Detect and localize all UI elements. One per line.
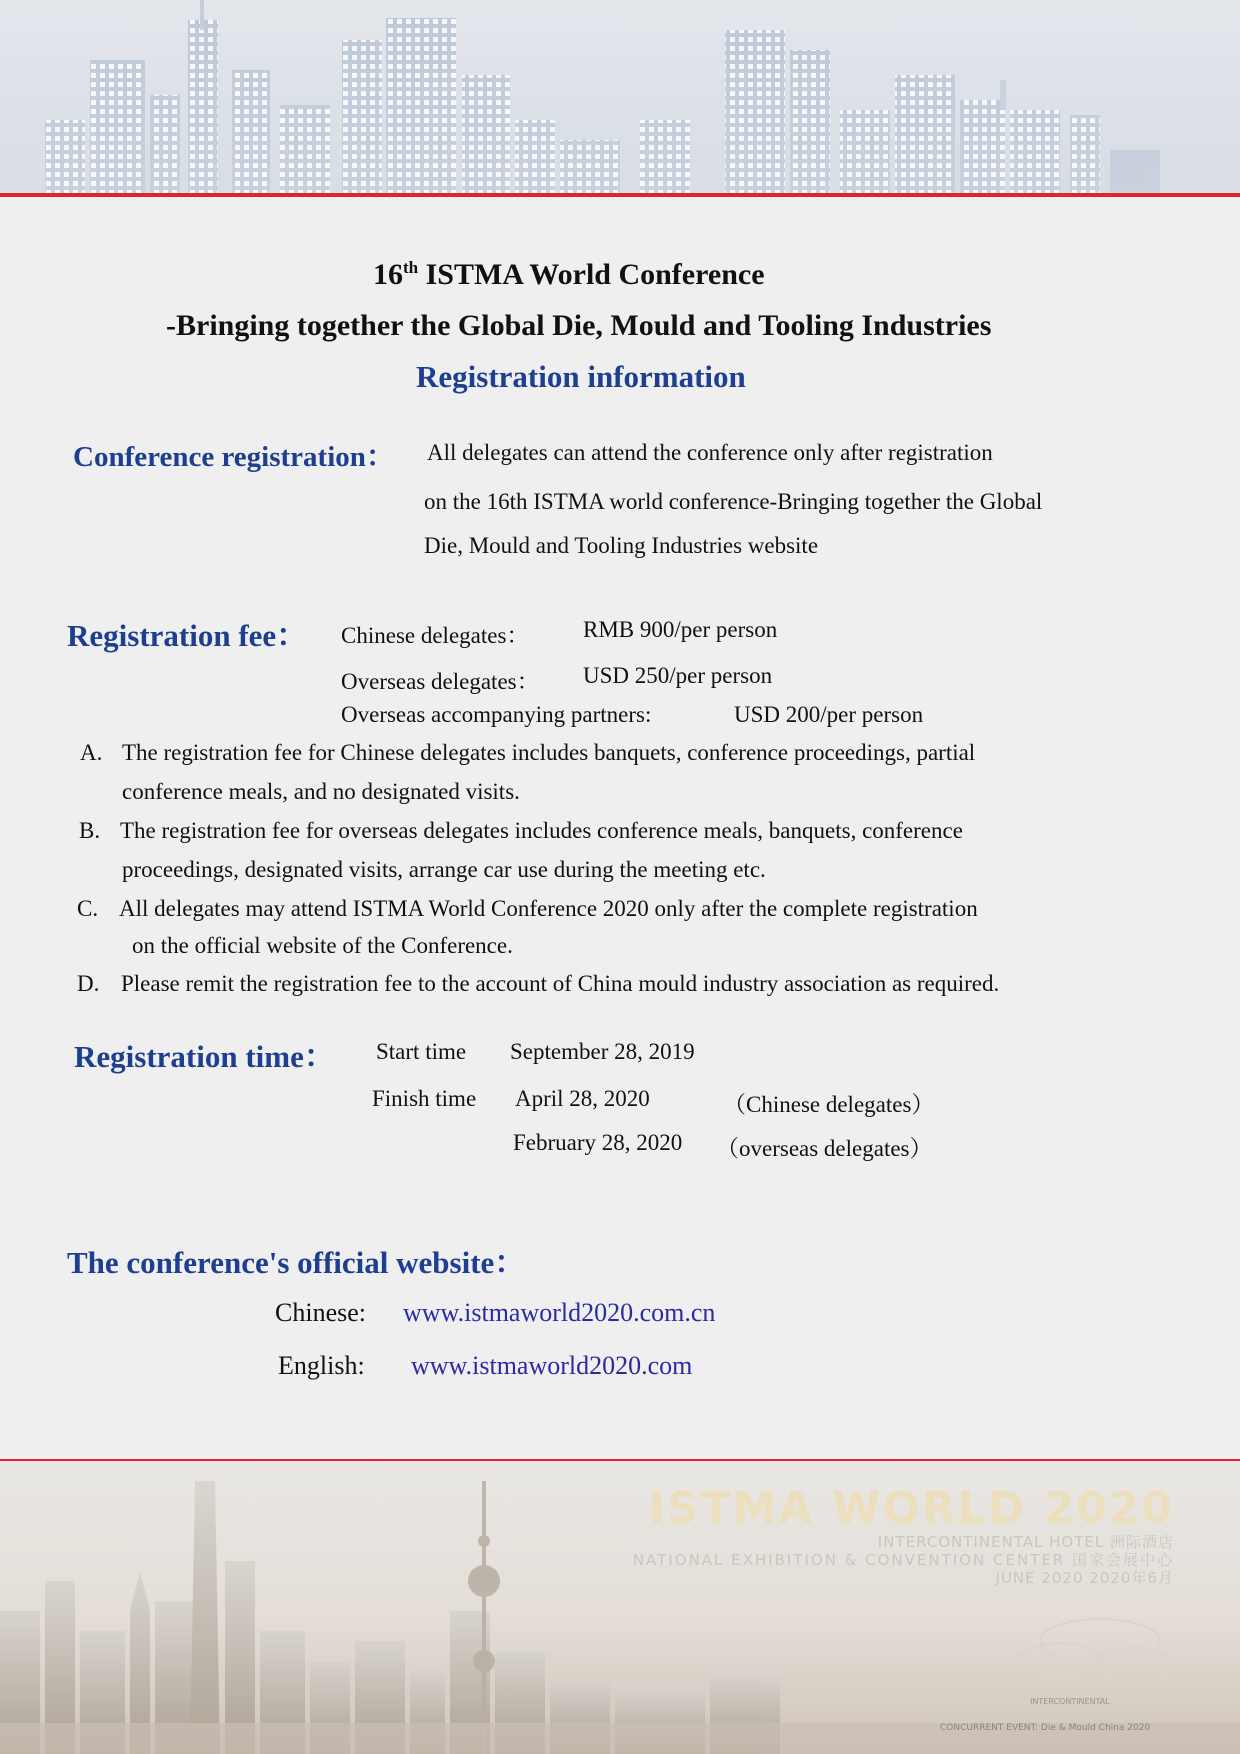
fee-label-chinese: Chinese delegates： <box>341 623 530 648</box>
note-b-line-1: The registration fee for overseas delegates includes conference meals, banquets, conference <box>120 818 963 843</box>
note-a-line-1: The registration fee for Chinese delegates includes banquets, conference proceedings, partial <box>122 740 976 765</box>
fee-value-overseas: USD 250/per person <box>583 663 773 688</box>
website-heading: The conference's official website： <box>67 1245 526 1280</box>
note-b-line-2: proceedings, designated visits, arrange car use during the meeting etc. <box>122 857 766 882</box>
header-divider <box>0 193 1240 197</box>
finish-time-chinese-note: （Chinese delegates） <box>723 1092 935 1117</box>
note-b-marker: B. <box>79 818 101 843</box>
fee-value-partners: USD 200/per person <box>734 702 924 727</box>
website-chinese-link[interactable]: www.istmaworld2020.com.cn <box>403 1298 716 1327</box>
fee-value-chinese: RMB 900/per person <box>583 617 778 642</box>
note-c-line-2: on the official website of the Conference. <box>132 933 513 958</box>
fee-label-partners: Overseas accompanying partners: <box>341 702 652 727</box>
start-time-label: Start time <box>376 1039 467 1064</box>
venue-line-1: INTERCONTINENTAL HOTEL 洲际酒店 <box>877 1533 1174 1551</box>
conference-registration-heading: Conference registration： <box>73 441 395 473</box>
registration-time-heading: Registration time： <box>74 1039 335 1074</box>
section-title: Registration information <box>416 359 746 394</box>
fee-label-overseas: Overseas delegates： <box>341 669 540 694</box>
venue-line-3: JUNE 2020 2020年6月 <box>995 1569 1174 1587</box>
note-c-line-1: All delegates may attend ISTMA World Conference 2020 only after the complete registration <box>119 896 978 921</box>
conference-registration-line-1: All delegates can attend the conference only after registration <box>427 440 993 465</box>
note-c-marker: C. <box>77 896 99 921</box>
website-english-label: English: <box>278 1351 365 1380</box>
venue-line-2: NATIONAL EXHIBITION & CONVENTION CENTER 国家会展中心 <box>632 1551 1174 1569</box>
conference-registration-line-3: Die, Mould and Tooling Industries website <box>424 533 819 558</box>
note-a-line-2: conference meals, and no designated visits. <box>122 779 520 804</box>
finish-time-overseas-note: （overseas delegates） <box>716 1136 933 1161</box>
conference-title: 16th ISTMA World Conference <box>373 258 765 291</box>
registration-fee-heading: Registration fee： <box>67 618 308 653</box>
intercontinental-logo: INTERCONTINENTAL <box>1030 1697 1110 1706</box>
conference-registration-line-2: on the 16th ISTMA world conference-Bringing together the Global <box>424 489 1043 514</box>
header-skyline-banner <box>0 0 1240 196</box>
footer-banner <box>0 1461 1240 1754</box>
website-chinese-label: Chinese: <box>275 1298 366 1327</box>
finish-time-label: Finish time <box>372 1086 477 1111</box>
istma-world-2020-logo-text: ISTMA WORLD 2020 <box>648 1483 1174 1534</box>
note-a-marker: A. <box>80 740 103 765</box>
concurrent-event-text: CONCURRENT EVENT: Die & Mould China 2020 <box>940 1723 1151 1733</box>
note-d-line-1: Please remit the registration fee to the account of China mould industry association as required. <box>121 971 1000 996</box>
finish-time-overseas-date: February 28, 2020 <box>513 1130 683 1155</box>
website-english-link[interactable]: www.istmaworld2020.com <box>411 1351 693 1380</box>
start-time-date: September 28, 2019 <box>510 1039 695 1064</box>
city-skyline-image <box>0 0 1240 196</box>
conference-subtitle: -Bringing together the Global Die, Mould and Tooling Industries <box>166 309 992 342</box>
note-d-marker: D. <box>77 971 100 996</box>
finish-time-chinese-date: April 28, 2020 <box>515 1086 650 1111</box>
